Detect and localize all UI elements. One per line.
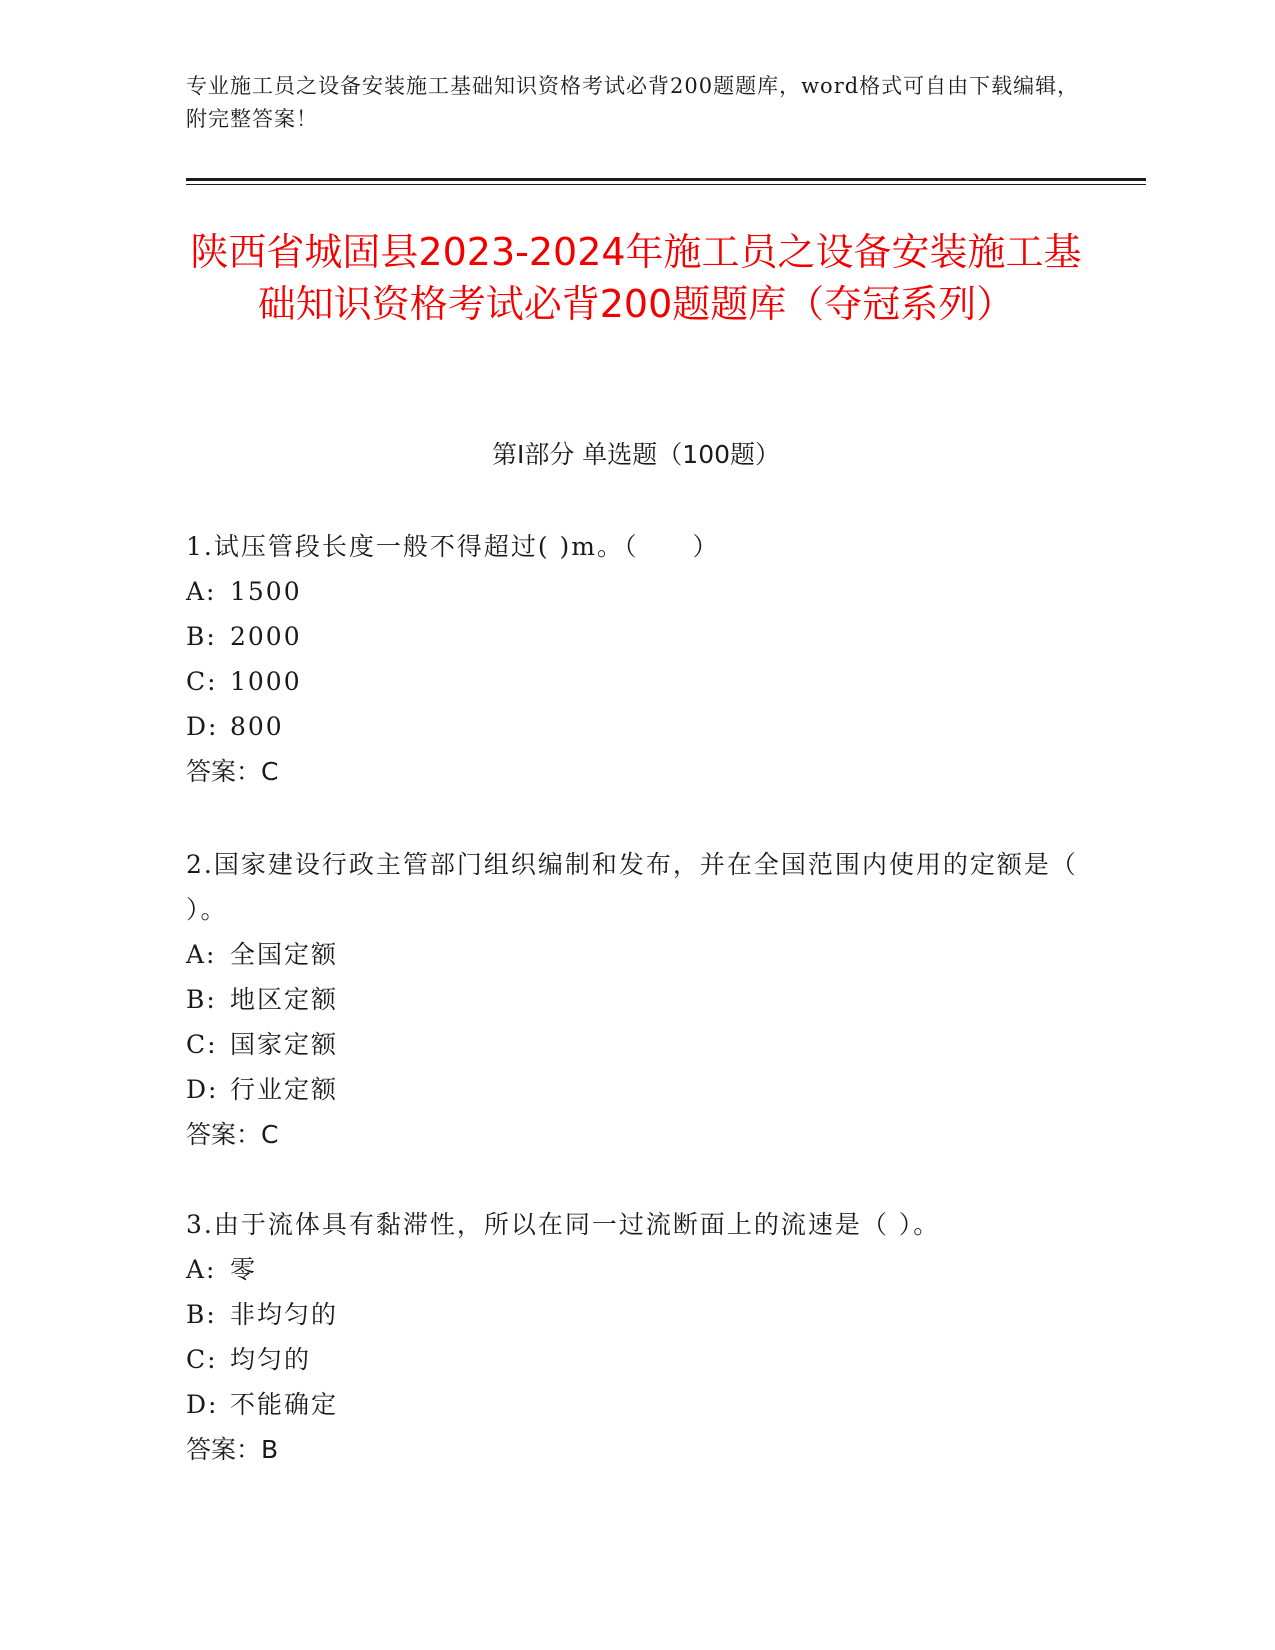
- option-text: 1000: [230, 667, 302, 696]
- option-a: [186, 1247, 1086, 1292]
- header-divider-thick: [186, 178, 1146, 181]
- option-c: [186, 659, 1086, 704]
- option-b: [186, 614, 1086, 659]
- option-a: [186, 932, 1086, 977]
- option-text: 地区定额: [230, 985, 339, 1014]
- section-heading: 第Ⅰ部分 单选题（100题）: [491, 440, 781, 469]
- question-3: [186, 1202, 1086, 1472]
- option-c: [186, 1022, 1086, 1067]
- option-text: 800: [230, 712, 284, 741]
- option-text: 全国定额: [230, 940, 339, 969]
- option-text: 1500: [230, 577, 302, 606]
- option-letter: B:: [186, 985, 217, 1014]
- option-letter: D:: [186, 712, 219, 741]
- option-letter: B:: [186, 622, 217, 651]
- question-1: [186, 524, 1086, 794]
- option-b: [186, 1292, 1086, 1337]
- answer: 答案：B: [186, 1435, 279, 1464]
- option-letter: D:: [186, 1075, 219, 1104]
- option-text: 不能确定: [230, 1390, 339, 1419]
- question-stem: 1.试压管段长度一般不得超过( )m。（ ）: [186, 532, 720, 561]
- option-d: [186, 1382, 1086, 1427]
- option-d: [186, 1067, 1086, 1112]
- option-d: [186, 704, 1086, 749]
- option-c: [186, 1337, 1086, 1382]
- document-title: 陕西省城固县2023-2024年施工员之设备安装施工基础知识资格考试必背200题题库（夺冠系列）: [190, 230, 1082, 326]
- question-stem: 3.由于流体具有黏滞性，所以在同一过流断面上的流速是（ ）。: [186, 1210, 941, 1239]
- option-text: 非均匀的: [230, 1300, 339, 1329]
- question-2: [186, 842, 1086, 1157]
- option-letter: C:: [186, 1030, 218, 1059]
- header-note: 专业施工员之设备安装施工基础知识资格考试必背200题题库，word格式可自由下载编辑，附完整答案！: [186, 74, 1080, 131]
- option-letter: A:: [186, 1255, 217, 1284]
- option-letter: B:: [186, 1300, 217, 1329]
- option-a: [186, 569, 1086, 614]
- option-letter: C:: [186, 1345, 218, 1374]
- option-b: [186, 977, 1086, 1022]
- option-text: 零: [230, 1255, 258, 1284]
- option-text: 均匀的: [230, 1345, 312, 1374]
- option-text: 2000: [230, 622, 302, 651]
- option-letter: C:: [186, 667, 218, 696]
- option-letter: D:: [186, 1390, 219, 1419]
- option-text: 行业定额: [230, 1075, 339, 1104]
- option-text: 国家定额: [230, 1030, 339, 1059]
- answer: 答案：C: [186, 757, 279, 786]
- answer: 答案：C: [186, 1120, 279, 1149]
- question-stem: 2.国家建设行政主管部门组织编制和发布，并在全国范围内使用的定额是（ ）。: [186, 850, 1078, 924]
- option-letter: A:: [186, 940, 217, 969]
- option-letter: A:: [186, 577, 217, 606]
- header-divider-thin: [186, 184, 1146, 185]
